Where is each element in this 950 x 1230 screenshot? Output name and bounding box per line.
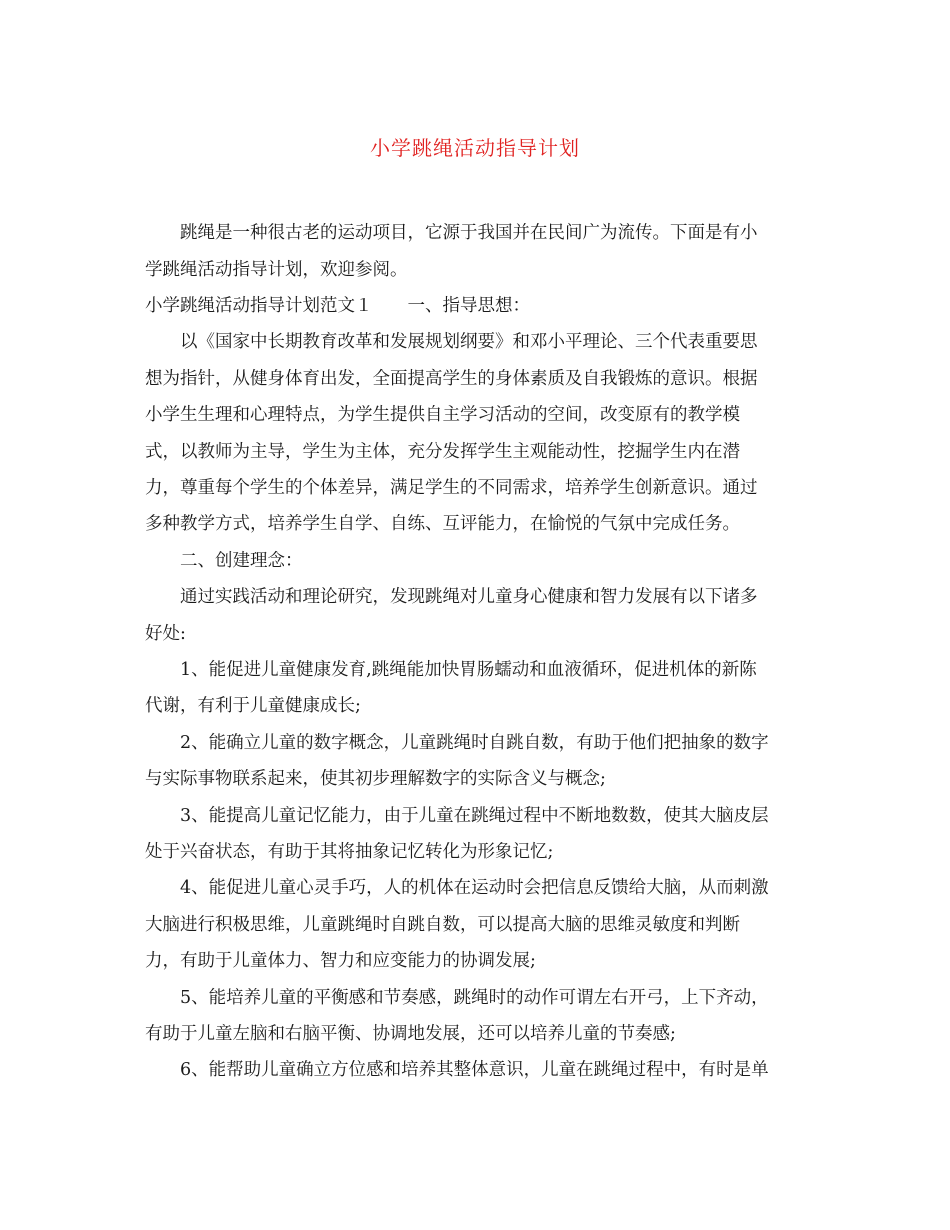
paragraph-line: 力，尊重每个学生的个体差异，满足学生的不同需求，培养学生创新意识。通过	[145, 478, 758, 498]
list-item-line: 1、能促进儿童健康发育,跳绳能加快胃肠蠕动和血液循环，促进机体的新陈	[180, 660, 757, 680]
paragraph-line: 式，以教师为主导，学生为主体，充分发挥学生主观能动性，挖掘学生内在潜	[145, 442, 740, 462]
paragraph-line: 多种教学方式，培养学生自学、自练、互评能力，在愉悦的气氛中完成任务。	[145, 514, 740, 534]
list-item-line: 2、能确立儿童的数字概念，儿童跳绳时自跳自数，有助于他们把抽象的数字	[180, 733, 769, 753]
paragraph-line: 学跳绳活动指导计划，欢迎参阅。	[145, 260, 408, 280]
section-heading-line: 二、创建理念：	[180, 551, 303, 571]
list-item-line: 5、能培养儿童的平衡感和节奏感，跳绳时的动作可谓左右开弓，上下齐动，	[180, 988, 769, 1008]
paragraph-line: 以《国家中长期教育改革和发展规划纲要》和邓小平理论、三个代表重要思	[180, 332, 758, 352]
list-item-line: 力，有助于儿童体力、智力和应变能力的协调发展;	[145, 951, 536, 971]
paragraph-line: 小学生生理和心理特点，为学生提供自主学习活动的空间，改变原有的教学模	[145, 405, 740, 425]
list-item-line: 有助于儿童左脑和右脑平衡、协调地发展，还可以培养儿童的节奏感;	[145, 1024, 676, 1044]
paragraph-line: 想为指针，从健身体育出发，全面提高学生的身体素质及自我锻炼的意识。根据	[145, 369, 758, 389]
list-item-line: 6、能帮助儿童确立方位感和培养其整体意识，儿童在跳绳过程中，有时是单	[180, 1060, 769, 1080]
paragraph-line: 通过实践活动和理论研究，发现跳绳对儿童身心健康和智力发展有以下诸多	[180, 587, 758, 607]
paragraph-line: 跳绳是一种很古老的运动项目，它源于我国并在民间广为流传。下面是有小	[180, 223, 758, 243]
list-item-line: 处于兴奋状态，有助于其将抽象记忆转化为形象记忆;	[145, 842, 554, 862]
document-title: 小学跳绳活动指导计划	[370, 136, 580, 160]
section-heading-line: 小学跳绳活动指导计划范文１ 一、指导思想：	[145, 296, 530, 316]
list-item-line: 大脑进行积极思维，儿童跳绳时自跳自数，可以提高大脑的思维灵敏度和判断	[145, 915, 740, 935]
list-item-line: 3、能提高儿童记忆能力，由于儿童在跳绳过程中不断地数数，使其大脑皮层	[180, 806, 769, 826]
list-item-line: 代谢，有利于儿童健康成长;	[145, 696, 361, 716]
paragraph-line: 好处:	[145, 624, 186, 644]
list-item-line: 4、能促进儿童心灵手巧，人的机体在运动时会把信息反馈给大脑，从而刺激	[180, 878, 769, 898]
list-item-line: 与实际事物联系起来，使其初步理解数字的实际含义与概念;	[145, 769, 606, 789]
